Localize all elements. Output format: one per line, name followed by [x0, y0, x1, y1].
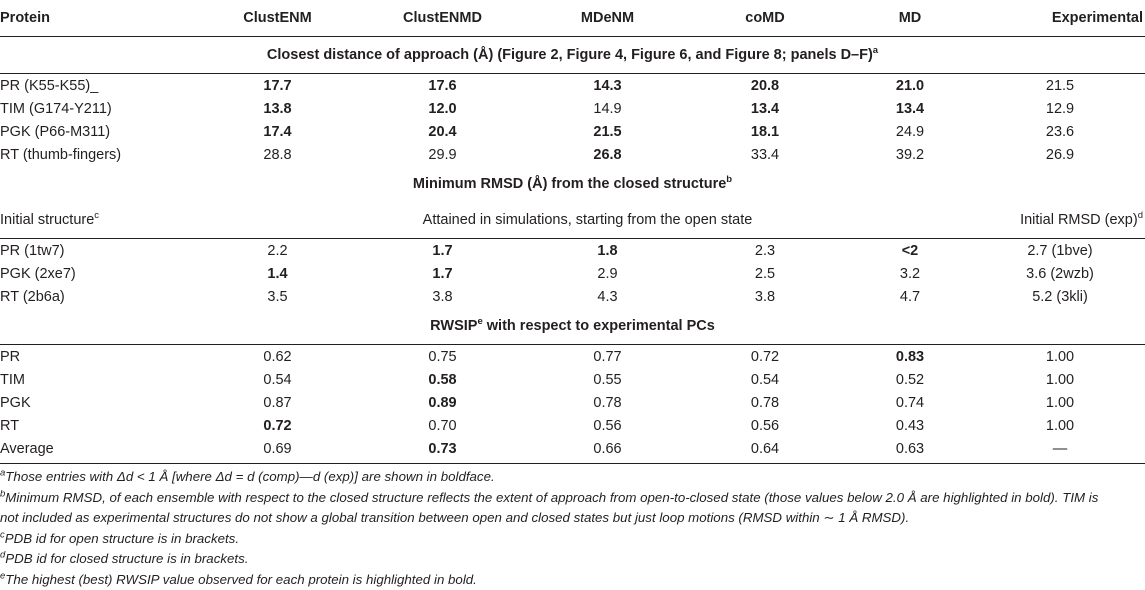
- table-cell: 17.6: [355, 74, 530, 98]
- table-cell: 17.7: [200, 74, 355, 98]
- table-cell: 21.5: [530, 120, 685, 143]
- footnote-text: The highest (best) RWSIP value observed for each protein is highlighted in bold.: [5, 572, 477, 587]
- table-cell: 4.3: [530, 285, 685, 308]
- table-row: [0, 414, 1145, 437]
- footnote-line: [0, 549, 1145, 570]
- table-cell: 0.58: [355, 368, 530, 391]
- table-cell: 0.83: [845, 345, 975, 369]
- table-cell: 39.2: [845, 143, 975, 166]
- footnote-text: PDB id for open structure is in brackets.: [5, 531, 239, 546]
- section-2-subheader-row: [0, 202, 1145, 239]
- table-cell: 33.4: [685, 143, 845, 166]
- footnote-line: [0, 570, 1145, 590]
- table-cell: 2.2: [200, 239, 355, 263]
- table-cell: 3.8: [355, 285, 530, 308]
- table-row: [0, 285, 1145, 308]
- table-cell: 1.00: [975, 414, 1145, 437]
- table-cell: 0.75: [355, 345, 530, 369]
- table-cell: 0.78: [685, 391, 845, 414]
- table-cell: 14.3: [530, 74, 685, 98]
- table-cell: 0.52: [845, 368, 975, 391]
- row-label: RT (thumb-fingers): [0, 143, 200, 166]
- col-header-comd: coMD: [685, 0, 845, 37]
- table-cell: 0.72: [200, 414, 355, 437]
- table-cell: 0.54: [685, 368, 845, 391]
- footnote-text: Those entries with Δd < 1 Å [where Δd = d (comp)—d (exp)] are shown in boldface.: [5, 469, 494, 484]
- table-cell: 1.8: [530, 239, 685, 263]
- table-row: [0, 74, 1145, 98]
- footnote-mark: e: [0, 570, 5, 581]
- table-cell: <2: [845, 239, 975, 263]
- table-cell: 0.64: [685, 437, 845, 464]
- subheader-initial-rmsd: Initial RMSD $(\exp)^d$: [975, 202, 1145, 239]
- table-cell: 0.70: [355, 414, 530, 437]
- table-cell: 0.72: [685, 345, 845, 369]
- section-3-title: RWSIP$^e$ with respect to experimental PCs: [0, 308, 1145, 345]
- footnote-line: [0, 488, 1145, 509]
- table-cell: 2.5: [685, 262, 845, 285]
- section-1-title: Closest distance of approach (Å) (Figure 2, Figure 4, Figure 6, and Figure 8; panels D–F)$^a$: [0, 37, 1145, 74]
- col-header-experimental: Experimental: [975, 0, 1145, 37]
- table-row: [0, 368, 1145, 391]
- row-label: PGK: [0, 391, 200, 414]
- table-row: [0, 120, 1145, 143]
- col-header-md: MD: [845, 0, 975, 37]
- table-cell: 0.66: [530, 437, 685, 464]
- table-cell: 23.6: [975, 120, 1145, 143]
- col-header-clustenm: ClustENM: [200, 0, 355, 37]
- row-label: PR: [0, 345, 200, 369]
- footnote-text: not included as experimental structures do not show a global transition between open and closed states but just loop motions (RMSD within ∼ 1 Å RMSD).: [0, 510, 909, 525]
- table-cell: 0.89: [355, 391, 530, 414]
- table-cell: 0.56: [685, 414, 845, 437]
- table-cell: 24.9: [845, 120, 975, 143]
- row-label: PR (K55-K55)_: [0, 74, 200, 98]
- table-cell: 1.4: [200, 262, 355, 285]
- table-cell: 2.9: [530, 262, 685, 285]
- table-cell: 18.1: [685, 120, 845, 143]
- table-row: [0, 97, 1145, 120]
- table-cell: —: [975, 437, 1145, 464]
- table-cell: 2.3: [685, 239, 845, 263]
- table-cell: 13.4: [685, 97, 845, 120]
- table-cell: 0.56: [530, 414, 685, 437]
- row-label: RT: [0, 414, 200, 437]
- footnote-mark: b: [0, 488, 5, 499]
- table-cell: 0.78: [530, 391, 685, 414]
- footnote-mark: d: [0, 550, 5, 561]
- table-row: [0, 262, 1145, 285]
- table-cell: 3.2: [845, 262, 975, 285]
- table-row: [0, 345, 1145, 369]
- footnote-text: PDB id for closed structure is in brackets.: [5, 551, 248, 566]
- subheader-attained: Attained in simulations, starting from the open state: [200, 202, 975, 239]
- table-cell: 0.54: [200, 368, 355, 391]
- footnote-mark: c: [0, 529, 5, 540]
- table-cell: 26.8: [530, 143, 685, 166]
- col-header-protein: Protein: [0, 0, 200, 37]
- row-label: Average: [0, 437, 200, 464]
- footnotes: [0, 464, 1145, 590]
- table-cell: 1.00: [975, 345, 1145, 369]
- table-cell: 1.00: [975, 391, 1145, 414]
- section-2-title: Minimum RMSD (Å) from the closed structure$^b$: [0, 166, 1145, 202]
- table-cell: 4.7: [845, 285, 975, 308]
- col-header-clustenmd: ClustENMD: [355, 0, 530, 37]
- row-label: PGK (P66-M311): [0, 120, 200, 143]
- table-cell: 3.6 (2wzb): [975, 262, 1145, 285]
- subheader-initial-structure: Initial structure$^c$: [0, 202, 200, 239]
- table-cell: 21.0: [845, 74, 975, 98]
- table-cell: 0.55: [530, 368, 685, 391]
- table-cell: 17.4: [200, 120, 355, 143]
- section-2-title-row: [0, 166, 1145, 202]
- table-row: [0, 143, 1145, 166]
- table-cell: 0.74: [845, 391, 975, 414]
- table-cell: 12.9: [975, 97, 1145, 120]
- col-header-mdenm: MDeNM: [530, 0, 685, 37]
- header-row: [0, 0, 1145, 37]
- section-1-title-row: [0, 37, 1145, 74]
- row-label: TIM: [0, 368, 200, 391]
- footnote-line: [0, 467, 1145, 488]
- table-cell: 2.7 (1bve): [975, 239, 1145, 263]
- table-cell: 29.9: [355, 143, 530, 166]
- table-row: [0, 391, 1145, 414]
- footnote-text: Minimum RMSD, of each ensemble with respect to the closed structure reflects the extent of approach from open-to-closed state (those values below 2.0 Å are highlighted in bold). TIM is: [5, 490, 1098, 505]
- footnote-mark: a: [0, 468, 5, 479]
- table-cell: 3.5: [200, 285, 355, 308]
- table-cell: 0.87: [200, 391, 355, 414]
- table-cell: 20.8: [685, 74, 845, 98]
- table-cell: 20.4: [355, 120, 530, 143]
- table-cell: 21.5: [975, 74, 1145, 98]
- section-3-title-row: [0, 308, 1145, 345]
- table-cell: 14.9: [530, 97, 685, 120]
- footnote-line: [0, 508, 1145, 529]
- table-cell: 0.77: [530, 345, 685, 369]
- row-label: RT (2b6a): [0, 285, 200, 308]
- table-cell: 1.7: [355, 239, 530, 263]
- table-cell: 0.73: [355, 437, 530, 464]
- row-label: PGK (2xe7): [0, 262, 200, 285]
- table-cell: 3.8: [685, 285, 845, 308]
- table-cell: 1.7: [355, 262, 530, 285]
- table-row: [0, 437, 1145, 464]
- row-label: PR (1tw7): [0, 239, 200, 263]
- table-cell: 12.0: [355, 97, 530, 120]
- table-cell: 1.00: [975, 368, 1145, 391]
- row-label: TIM (G174-Y211): [0, 97, 200, 120]
- footnote-line: [0, 529, 1145, 550]
- table-row: [0, 239, 1145, 263]
- table-cell: 13.8: [200, 97, 355, 120]
- table-cell: 0.63: [845, 437, 975, 464]
- table-cell: 5.2 (3kli): [975, 285, 1145, 308]
- table-cell: 13.4: [845, 97, 975, 120]
- table-cell: 0.69: [200, 437, 355, 464]
- table-cell: 28.8: [200, 143, 355, 166]
- table-cell: 26.9: [975, 143, 1145, 166]
- table-cell: 0.62: [200, 345, 355, 369]
- table-cell: 0.43: [845, 414, 975, 437]
